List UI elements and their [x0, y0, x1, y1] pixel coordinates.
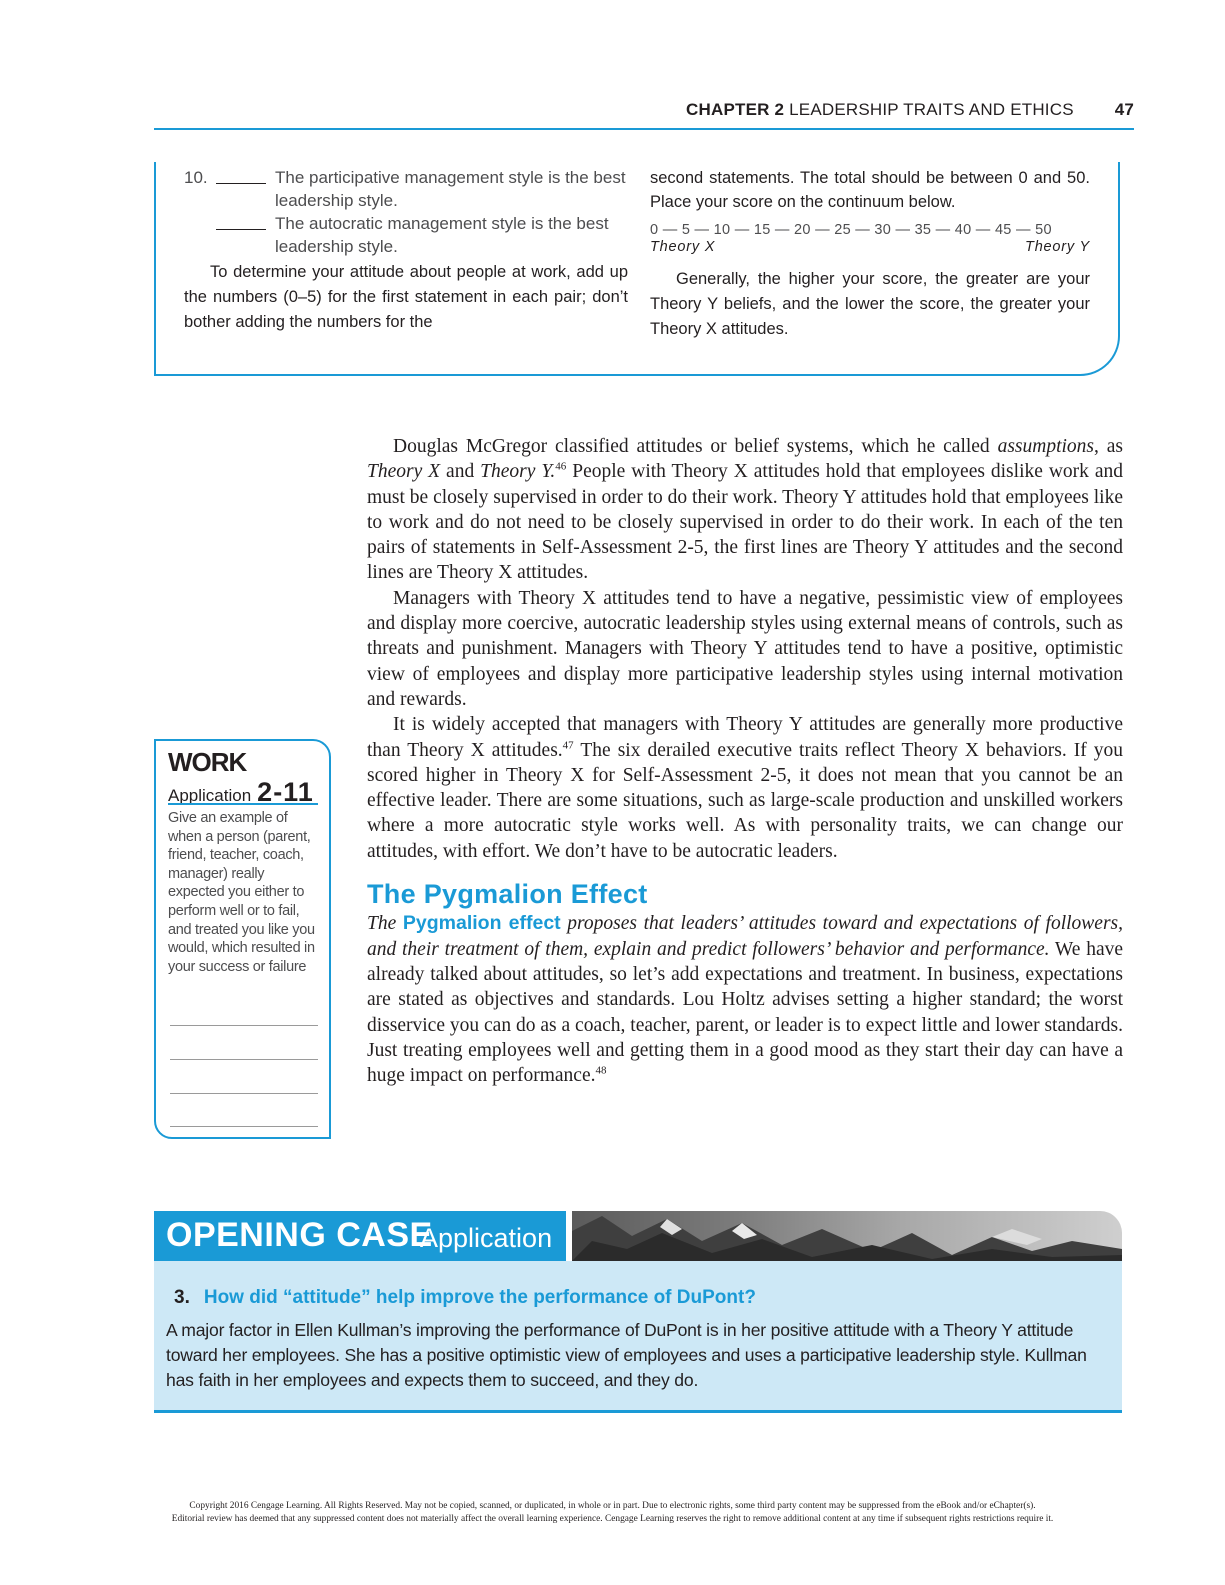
- self-assessment-left-column: [184, 166, 628, 335]
- scoring-conclusion: Generally, the higher your score, the greater are your Theory Y beliefs, and the lower the score, the greater your Theory X attitudes.: [650, 270, 1090, 338]
- copyright-line-2: Editorial review has deemed that any suppressed content does not materially affect the overall learning experience. Cengage Learning reserves the right to remove additional content at any time if subsequent rights restrictions require it.: [171, 1513, 1054, 1524]
- case-question: 3. How did “attitude” help improve the performance of DuPont?: [174, 1287, 756, 1308]
- opening-case-label: OPENING CASE: [166, 1216, 433, 1254]
- case-answer: A major factor in Ellen Kullman’s improving the performance of DuPont is in her positive attitude with a Theory Y attitude toward her employees. She has a positive optimistic view of employees and uses a participative leadership style. Kullman has faith in her employees and expects them to succeed, and they do.: [166, 1320, 1087, 1390]
- case-question-number: 3.: [174, 1287, 190, 1308]
- opening-case-header: [154, 1211, 566, 1261]
- opening-case-body: [154, 1261, 1122, 1413]
- work-application-subtitle: Application 2-11: [168, 777, 314, 807]
- body-text: [367, 434, 1123, 1088]
- item-number: 10.: [184, 168, 208, 187]
- work-application-prompt: Give an example of when a person (parent, friend, teacher, coach, manager) really expected you either to perform well or to fail, and treated you like you would, which resulted in your success or failure: [168, 810, 315, 975]
- key-term: Pygmalion effect: [402, 912, 561, 935]
- self-assessment-right-column: [650, 166, 1090, 342]
- paragraph-pygmalion: The Pygmalion effect proposes that leaders’ attitudes toward and expectations of followers, and their treatment of them, explain and predict followers’ behavior and performance. We have already talked about attitudes, so let’s add expectations and treatment. In business, expectations are stated as objectives and standards. Lou Holtz advises setting a higher standard; the worst disservice you can do as a coach, teacher, parent, or leader is to expect little and lower standards. Just treating employees well and getting them in a good mood as they start their day can have a huge impact on performance.$^{48}$: [367, 912, 1123, 1087]
- answer-line[interactable]: [170, 1059, 318, 1060]
- theory-x-label: Theory X: [650, 239, 716, 255]
- work-application-rule: [168, 803, 318, 805]
- assessment-item-10: [184, 166, 628, 212]
- copyright-footer: [100, 1500, 1125, 1525]
- work-application-box: [154, 739, 331, 1139]
- score-blank-1[interactable]: [216, 183, 266, 184]
- scoring-instructions-continued: second statements. The total should be between 0 and 50. Place your score on the continuum below.: [650, 169, 1090, 211]
- paragraph-managers: Managers with Theory X attitudes tend to have a negative, pessimistic view of employees and display more coercive, autocratic leadership styles using external means of controls, such as threats and punishment. Managers with Theory Y attitudes tend to have a positive, optimistic view of employees and display more participative leadership styles using internal motivation and rewards.: [367, 587, 1123, 710]
- scoring-instructions: To determine your attitude about people at work, add up the numbers (0–5) for the first statement in each pair; don’t bother adding the numbers for the: [184, 263, 628, 331]
- chapter-title: LEADERSHIP TRAITS AND ETHICS: [789, 100, 1074, 119]
- score-blank-2[interactable]: [216, 229, 266, 230]
- continuum-labels: [650, 239, 1090, 255]
- score-continuum: 0 — 5 — 10 — 15 — 20 — 25 — 30 — 35 — 40 — 45 — 50: [650, 222, 1052, 238]
- section-title: The Pygmalion Effect: [367, 879, 648, 910]
- mountain-photo-banner: [572, 1211, 1122, 1261]
- theory-y-label: Theory Y: [1025, 239, 1090, 255]
- footnote-ref-48[interactable]: 48: [595, 1064, 607, 1077]
- copyright-line-1: Copyright 2016 Cengage Learning. All Rights Reserved. May not be copied, scanned, or duplicated, in whole or in part. Due to electronic rights, some third party content may be suppressed from the eBook and/or eChapter(s).: [189, 1501, 1036, 1511]
- answer-line[interactable]: [170, 1025, 318, 1026]
- footnote-ref-47[interactable]: 47: [562, 739, 574, 752]
- opening-case-sublabel: Application: [420, 1223, 553, 1253]
- work-application-title: WORK: [168, 747, 247, 777]
- footnote-ref-46[interactable]: 46: [555, 460, 567, 473]
- work-application-number: 2-11: [257, 777, 314, 807]
- running-head: [154, 100, 1134, 130]
- chapter-label: CHAPTER 2: [686, 100, 785, 119]
- answer-line[interactable]: [170, 1126, 318, 1127]
- page-number: 47: [1114, 100, 1134, 119]
- paragraph-mcgregor: Douglas McGregor classified attitudes or belief systems, which he called assumptions, as Theory X and Theory Y.$^{46}$ People with Theory X attitudes hold that employees dislike work and must be closely supervised in order to do their work. Theory Y attitudes hold that employees like to work and do not need to be closely supervised in order to do their work. In each of the ten pairs of statements in Self-Assessment 2-5, the first lines are Theory Y attitudes and the second lines are Theory X attitudes.: [367, 436, 1124, 584]
- paragraph-widely-accepted: It is widely accepted that managers with Theory Y attitudes are generally more productive than Theory X attitudes.$^{47}$ The six derailed executive traits reflect Theory X behaviors. If you scored higher in Theory X for Self-Assessment 2-5, it does not mean that you cannot be an effective leader. There are some situations, such as large-scale production and unskilled workers where a more autocratic style works well. As with personality traits, we can change our attitudes, with effort. We don’t have to be autocratic leaders.: [367, 714, 1124, 862]
- statement-1: The participative management style is the best leadership style.: [275, 168, 626, 210]
- answer-line[interactable]: [170, 1093, 318, 1094]
- assessment-item-10b: [184, 212, 628, 258]
- mountain-image: [572, 1211, 1122, 1261]
- statement-2: The autocratic management style is the best leadership style.: [275, 214, 609, 256]
